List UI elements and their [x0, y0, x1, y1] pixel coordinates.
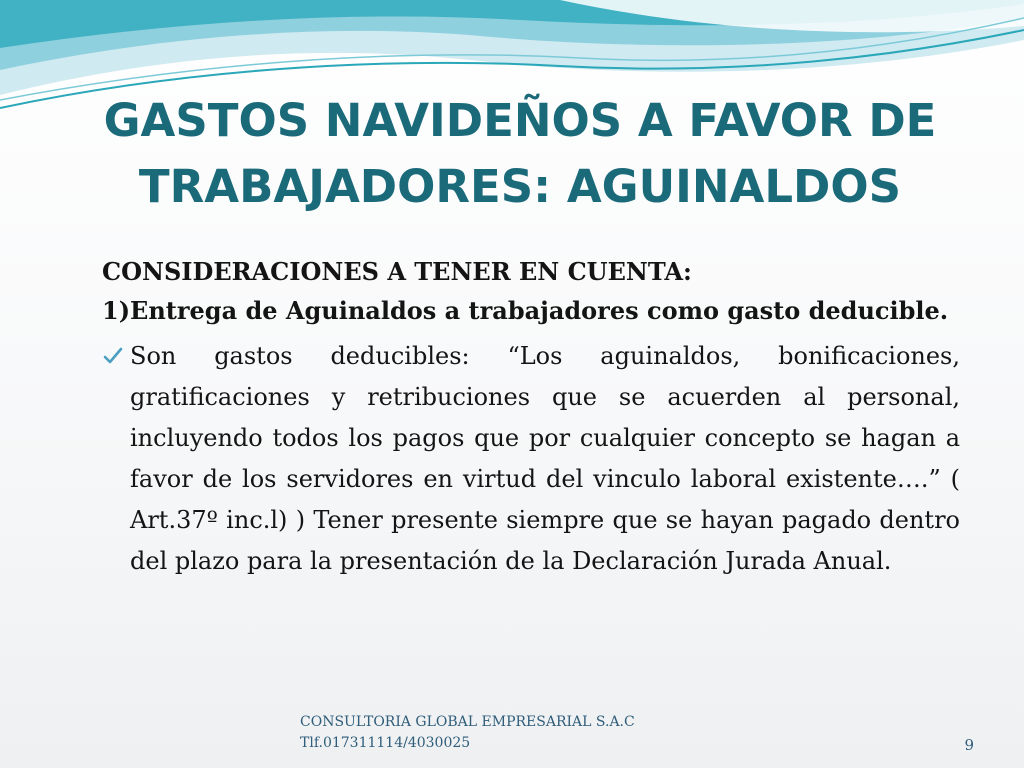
slide-title-line-2: TRABAJADORES: AGUINALDOS — [138, 160, 902, 213]
numbered-item-1: 1)Entrega de Aguinaldos a trabajadores como gasto deducible. — [102, 296, 949, 325]
bullet-item — [102, 336, 960, 582]
slide-title-line-1: GASTOS NAVIDEÑOS A FAVOR DE — [103, 94, 937, 147]
footer-phone: Tlf.017311114/4030025 — [300, 735, 471, 751]
check-icon — [102, 345, 124, 367]
considerations-heading: CONSIDERACIONES A TENER EN CUENTA: — [102, 257, 692, 286]
page-number: 9 — [964, 736, 974, 754]
bullet-text: Son gastos deducibles: “Los aguinaldos, bonificaciones, gratificaciones y retribuciones que se acuerden al personal, incluyendo todos los pagos que por cualquier concepto se hagan a favor de los servidores en virtud del vinculo laboral existente….” ( Art.37º inc.l) ) Tener presente siempre que se hayan pagado dentro del plazo para la presentación de la Declaración Jurada Anual. — [130, 342, 960, 575]
footer-company: CONSULTORIA GLOBAL EMPRESARIAL S.A.C — [300, 714, 635, 730]
slide-body — [102, 252, 960, 582]
slide-title — [60, 88, 980, 220]
